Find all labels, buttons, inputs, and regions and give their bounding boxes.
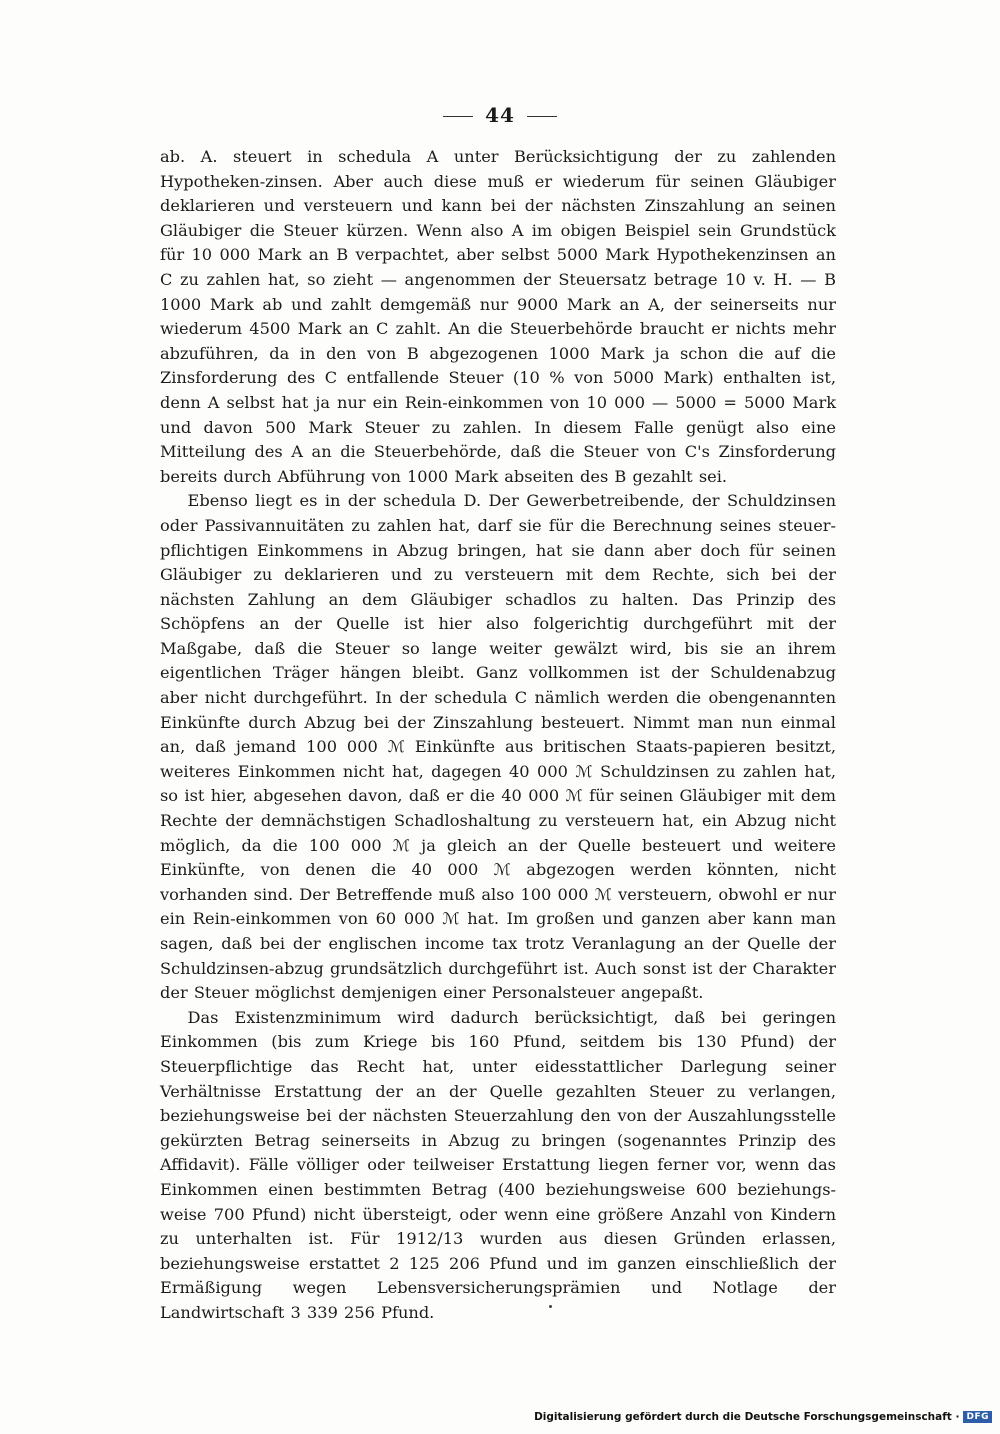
dfg-logo-icon: DFG (963, 1411, 992, 1423)
paragraph-1: ab. A. steuert in schedula A unter Berücksichtigung der zu zahlenden Hypotheken-zinsen. Aber auch diese muß er wiederum für seinen Gläubiger deklarieren und versteuern und kann bei der nächsten Zinszahlung an seinen Gläubiger die Steuer kürzen. Wenn also A im obigen Beispiel sein Grundstück für 10 000 Mark an B verpachtet, aber selbst 5000 Mark Hypothekenzinsen an C zu zahlen hat, so zieht — angenommen der Steuersatz betrage 10 v. H. — B 1000 Mark ab und zahlt demgemäß nur 9000 Mark an A, der seinerseits nur wiederum 4500 Mark an C zahlt. An die Steuerbehörde braucht er nichts mehr abzuführen, da in den von B abgezogenen 1000 Mark ja schon die auf die Zinsforderung des C entfallende Steuer (10 % von 5000 Mark) enthalten ist, denn A selbst hat ja nur ein Rein-einkommen von 10 000 — 5000 = 5000 Mark und davon 500 Mark Steuer zu zahlen. In diesem Falle genügt also eine Mitteilung des A an die Steuerbehörde, daß die Steuer von C's Zinsforderung bereits durch Abführung von 1000 Mark abseiten des B gezahlt sei. (160, 147, 836, 486)
footer-text: Digitalisierung gefördert durch die Deutsche Forschungsgemeinschaft · (534, 1411, 960, 1423)
digitization-footer (534, 1411, 992, 1423)
printer-dot (549, 1305, 552, 1308)
dash-right (527, 116, 557, 117)
dash-left (443, 116, 473, 117)
page-number (0, 103, 1000, 127)
paragraph-2: Ebenso liegt es in der schedula D. Der Gewerbetreibende, der Schuldzinsen oder Passivannuitäten zu zahlen hat, darf sie für die Berechnung seines steuer-pflichtigen Einkommens in Abzug bringen, hat sie dann aber doch für seinen Gläubiger zu deklarieren und zu versteuern mit dem Rechte, sich bei der nächsten Zahlung an dem Gläubiger schadlos zu halten. Das Prinzip des Schöpfens an der Quelle ist hier also folgerichtig durchgeführt mit der Maßgabe, daß die Steuer so lange weiter gewälzt wird, bis sie an ihrem eigentlichen Träger hängen bleibt. Ganz vollkommen ist der Schuldenabzug aber nicht durchgeführt. In der schedula C nämlich werden die obengenannten Einkünfte durch Abzug bei der Zinszahlung besteuert. Nimmt man nun einmal an, daß jemand 100 000 ℳ Einkünfte aus britischen Staats-papieren besitzt, weiteres Einkommen nicht hat, dagegen 40 000 ℳ Schuldzinsen zu zahlen hat, so ist hier, abgesehen davon, daß er die 40 000 ℳ für seinen Gläubiger mit dem Rechte der demnächstigen Schadloshaltung zu versteuern hat, ein Abzug nicht möglich, da die 100 000 ℳ ja gleich an der Quelle besteuert und weitere Einkünfte, von denen die 40 000 ℳ abgezogen werden könnten, nicht vorhanden sind. Der Betreffende muß also 100 000 ℳ versteuern, obwohl er nur ein Rein-einkommen von 60 000 ℳ hat. Im großen und ganzen aber kann man sagen, daß bei der englischen income tax trotz Veranlagung an der Quelle der Schuldzinsen-abzug grundsätzlich durchgeführt ist. Auch sonst ist der Charakter der Steuer möglichst demjenigen einer Personalsteuer angepaßt. (160, 491, 836, 1003)
paragraph-3: Das Existenzminimum wird dadurch berücksichtigt, daß bei geringen Einkommen (bis zum Kriege bis 160 Pfund, seitdem bis 130 Pfund) der Steuerpflichtige das Recht hat, unter eidesstattlicher Darlegung seiner Verhältnisse Erstattung der an der Quelle gezahlten Steuer zu verlangen, beziehungsweise bei der nächsten Steuerzahlung den von der Auszahlungsstelle gekürzten Betrag seinerseits in Abzug zu bringen (sogenanntes Prinzip des Affidavit). Fälle völliger oder teilweiser Erstattung liegen ferner vor, wenn das Einkommen einen bestimmten Betrag (400 beziehungsweise 600 beziehungs-weise 700 Pfund) nicht übersteigt, oder wenn eine größere Anzahl von Kindern zu unterhalten ist. Für 1912/13 wurden aus diesen Gründen erlassen, beziehungsweise erstattet 2 125 206 Pfund und im ganzen einschließlich der Ermäßigung wegen Lebensversicherungsprämien und Notlage der Landwirtschaft 3 339 256 Pfund. (160, 1007, 836, 1322)
page-number-value: 44 (485, 103, 515, 127)
body-text (160, 145, 836, 1326)
